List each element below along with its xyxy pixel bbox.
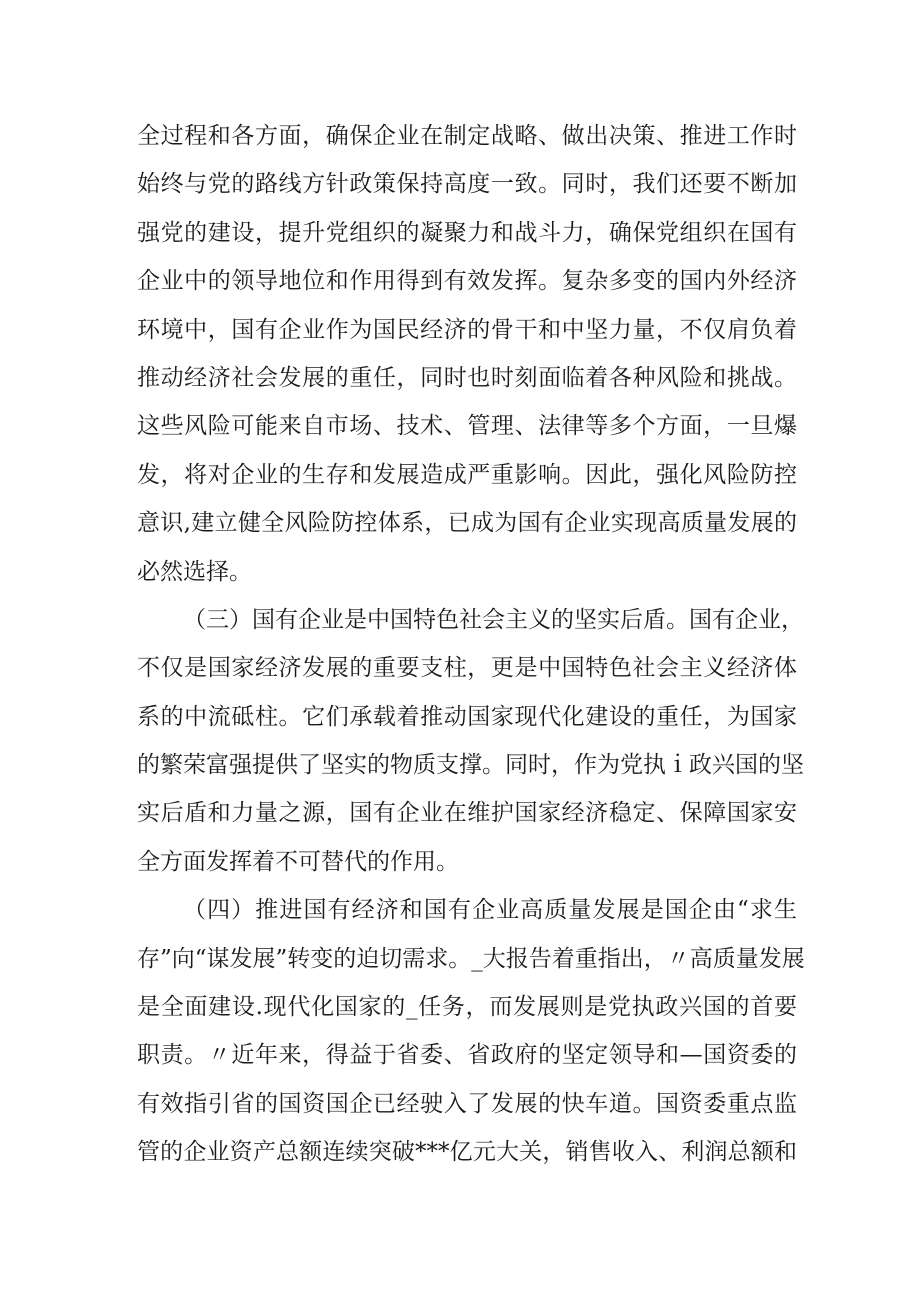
- text-line: 不仅是国家经济发展的重要支柱，更是中国特色社会主义经济体: [137, 655, 797, 682]
- body-text: [137, 112, 805, 1177]
- text-line: 这些风险可能来自市场、技术、管理、法律等多个方面，一旦爆: [137, 413, 797, 440]
- text-line: 的繁荣富强提供了坚实的物质支撑。同时，作为党执ｉ政兴国的坚: [137, 752, 804, 779]
- paragraph: [137, 596, 804, 886]
- text-line: 必然选择。: [137, 558, 252, 585]
- text-line: 意识,建立健全风险防控体系，已成为国有企业实现高质量发展的: [137, 510, 797, 537]
- text-line: 企业中的领导地位和作用得到有效发挥。复杂多变的国内外经济: [137, 268, 797, 295]
- text-line: 系的中流砥柱。它们承载着推动国家现代化建设的重任，为国家: [137, 703, 797, 730]
- text-line: 实后盾和力量之源，国有企业在维护国家经济稳定、保障国家安: [137, 800, 797, 827]
- paragraph: [137, 886, 805, 1176]
- text-line: 存”向“谋发展”转变的迫切需求。_大报告着重指出，〃高质量发展: [137, 945, 805, 972]
- text-line: 是全面建设.现代化国家的_任务，而发展则是党执政兴国的首要: [137, 994, 797, 1021]
- text-line: 始终与党的路线方针政策保持高度一致。同时，我们还要不断加: [137, 171, 797, 198]
- text-line: 推动经济社会发展的重任，同时也时刻面临着各种风险和挑战。: [137, 364, 797, 391]
- text-line: 管的企业资产总额连续突破***亿元大关，销售收入、利润总额和: [137, 1139, 797, 1166]
- text-line: 全过程和各方面，确保企业在制定战略、做出决策、推进工作时: [137, 123, 797, 149]
- text-line: 全方面发挥着不可替代的作用。: [137, 848, 459, 875]
- paragraph: [137, 112, 797, 596]
- text-line: 强党的建设，提升党组织的凝聚力和战斗力，确保党组织在国有: [137, 219, 797, 246]
- text-line: （四）推进国有经济和国有企业高质量发展是国企由“求生: [183, 897, 797, 924]
- text-line: （三）国有企业是中国特色社会主义的坚实后盾。国有企业，: [183, 606, 804, 633]
- text-line: 发，将对企业的生存和发展造成严重影响。因此，强化风险防控: [137, 461, 797, 488]
- text-line: 有效指引省的国资国企已经驶入了发展的快车道。国资委重点监: [137, 1090, 797, 1117]
- text-line: 职责。〃近年来，得益于省委、省政府的坚定领导和—国资委的: [137, 1042, 797, 1069]
- text-line: 环境中，国有企业作为国民经济的骨干和中坚力量，不仅肩负着: [137, 316, 797, 343]
